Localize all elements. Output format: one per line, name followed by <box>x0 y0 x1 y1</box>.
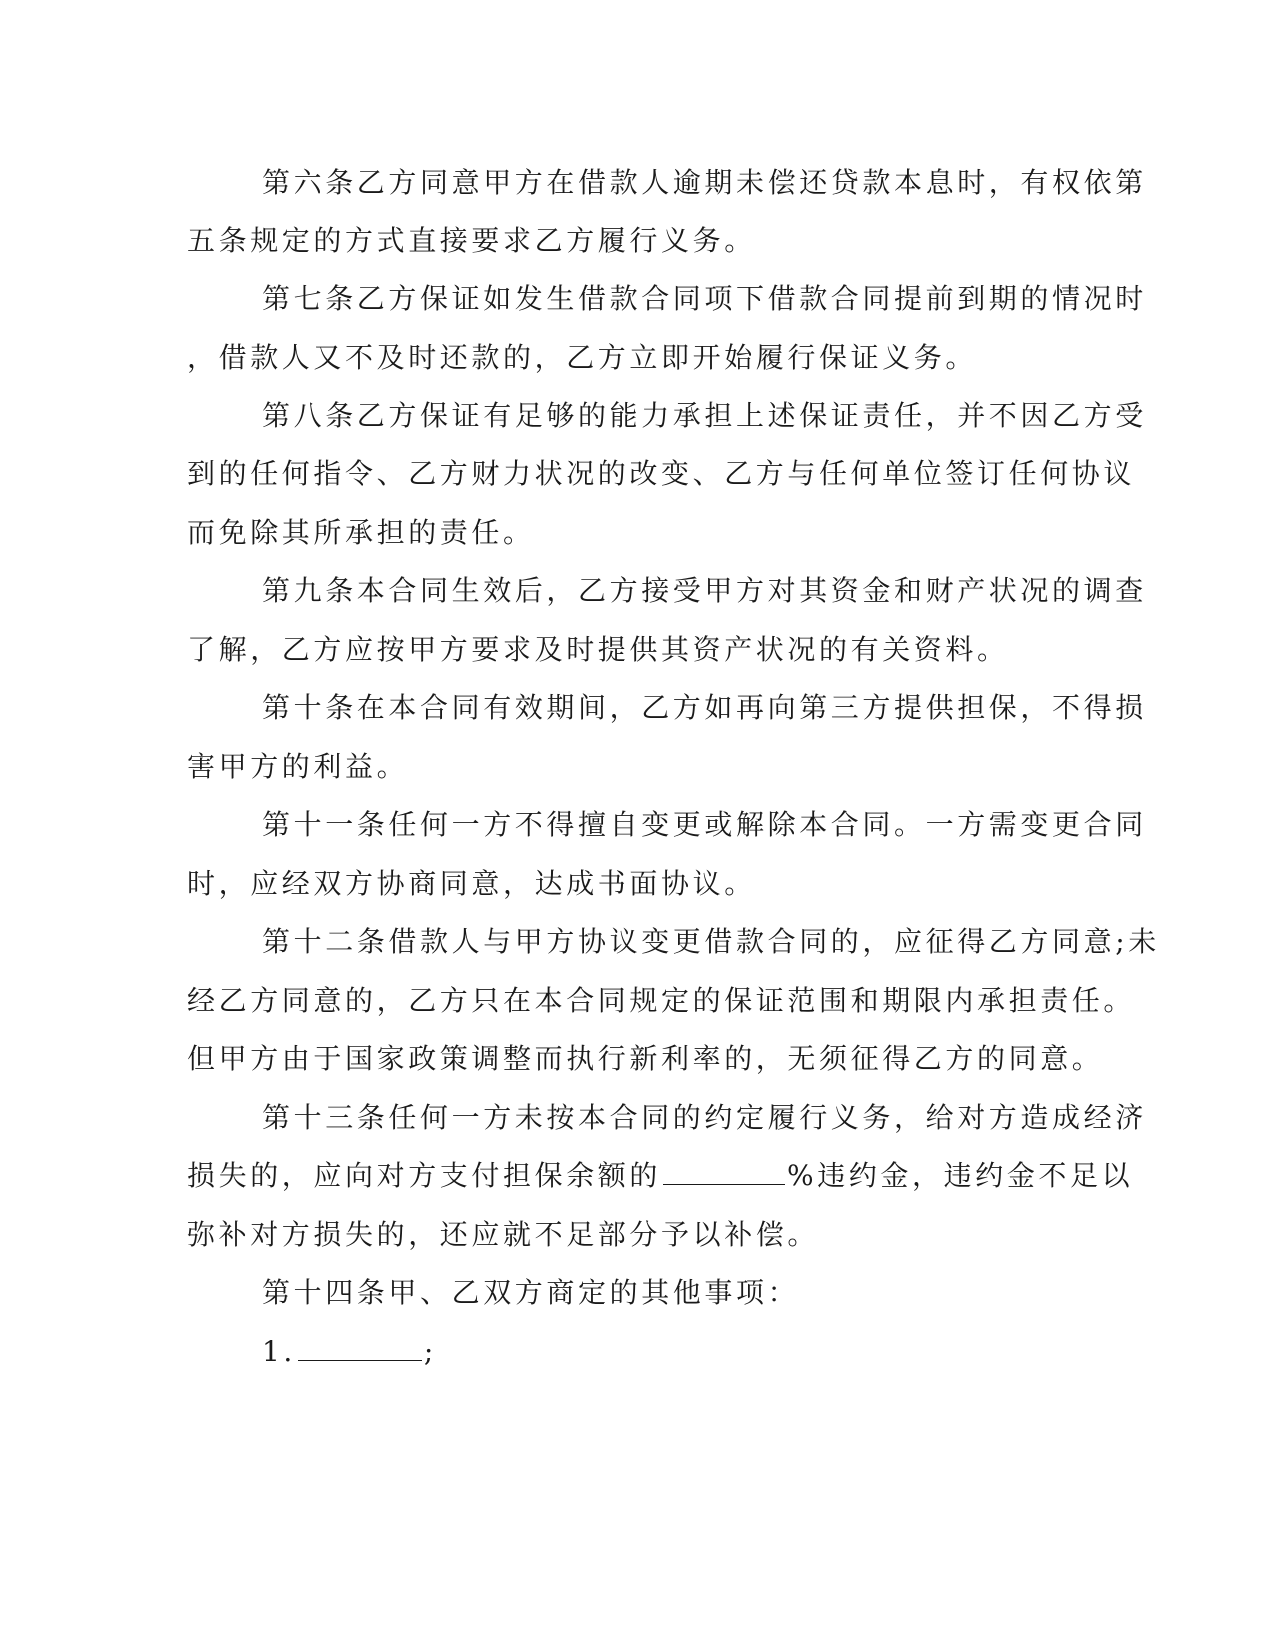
item-terminator: ; <box>423 1335 437 1368</box>
item-number: 1. <box>262 1335 296 1368</box>
article-11-line-2: 时，应经双方协商同意，达成书面协议。 <box>187 867 756 900</box>
article-10-line-1: 第十条在本合同有效期间，乙方如再向第三方提供担保，不得损 <box>262 691 1147 724</box>
article-7-line-2: ，借款人又不及时还款的，乙方立即开始履行保证义务。 <box>187 341 978 374</box>
article-11-line-1: 第十一条任何一方不得擅自变更或解除本合同。一方需变更合同 <box>262 808 1147 841</box>
article-13-line-2 <box>187 1158 1133 1194</box>
article-9-line-1: 第九条本合同生效后，乙方接受甲方对其资金和财产状况的调查 <box>262 574 1147 607</box>
article-9-line-2: 了解，乙方应按甲方要求及时提供其资产状况的有关资料。 <box>187 633 1009 666</box>
article-13-line-3: 弥补对方损失的，还应就不足部分予以补偿。 <box>187 1218 820 1251</box>
article-13-text-before-blank: 损失的，应向对方支付担保余额的 <box>187 1159 662 1192</box>
article-6-line-2: 五条规定的方式直接要求乙方履行义务。 <box>187 224 756 257</box>
article-6-line-1: 第六条乙方同意甲方在借款人逾期未偿还贷款本息时，有权依第 <box>262 166 1147 199</box>
article-13-line-1: 第十三条任何一方未按本合同的约定履行义务，给对方造成经济 <box>262 1101 1147 1134</box>
article-8-line-2: 到的任何指令、乙方财力状况的改变、乙方与任何单位签订任何协议 <box>187 457 1136 490</box>
article-14-line-1: 第十四条甲、乙双方商定的其他事项： <box>262 1276 800 1309</box>
article-13-text-after-blank: %违约金，违约金不足以 <box>787 1159 1134 1192</box>
item-1-blank[interactable] <box>298 1334 422 1361</box>
penalty-percent-blank[interactable] <box>663 1158 785 1185</box>
article-8-line-3: 而免除其所承担的责任。 <box>187 516 535 549</box>
article-7-line-1: 第七条乙方保证如发生借款合同项下借款合同提前到期的情况时 <box>262 282 1147 315</box>
article-8-line-1: 第八条乙方保证有足够的能力承担上述保证责任，并不因乙方受 <box>262 399 1147 432</box>
article-12-line-3: 但甲方由于国家政策调整而执行新利率的，无须征得乙方的同意。 <box>187 1042 1104 1075</box>
article-12-line-1: 第十二条借款人与甲方协议变更借款合同的，应征得乙方同意;未 <box>262 925 1160 958</box>
article-14-item-1 <box>262 1334 437 1370</box>
article-10-line-2: 害甲方的利益。 <box>187 750 409 783</box>
article-12-line-2: 经乙方同意的，乙方只在本合同规定的保证范围和期限内承担责任。 <box>187 984 1136 1017</box>
